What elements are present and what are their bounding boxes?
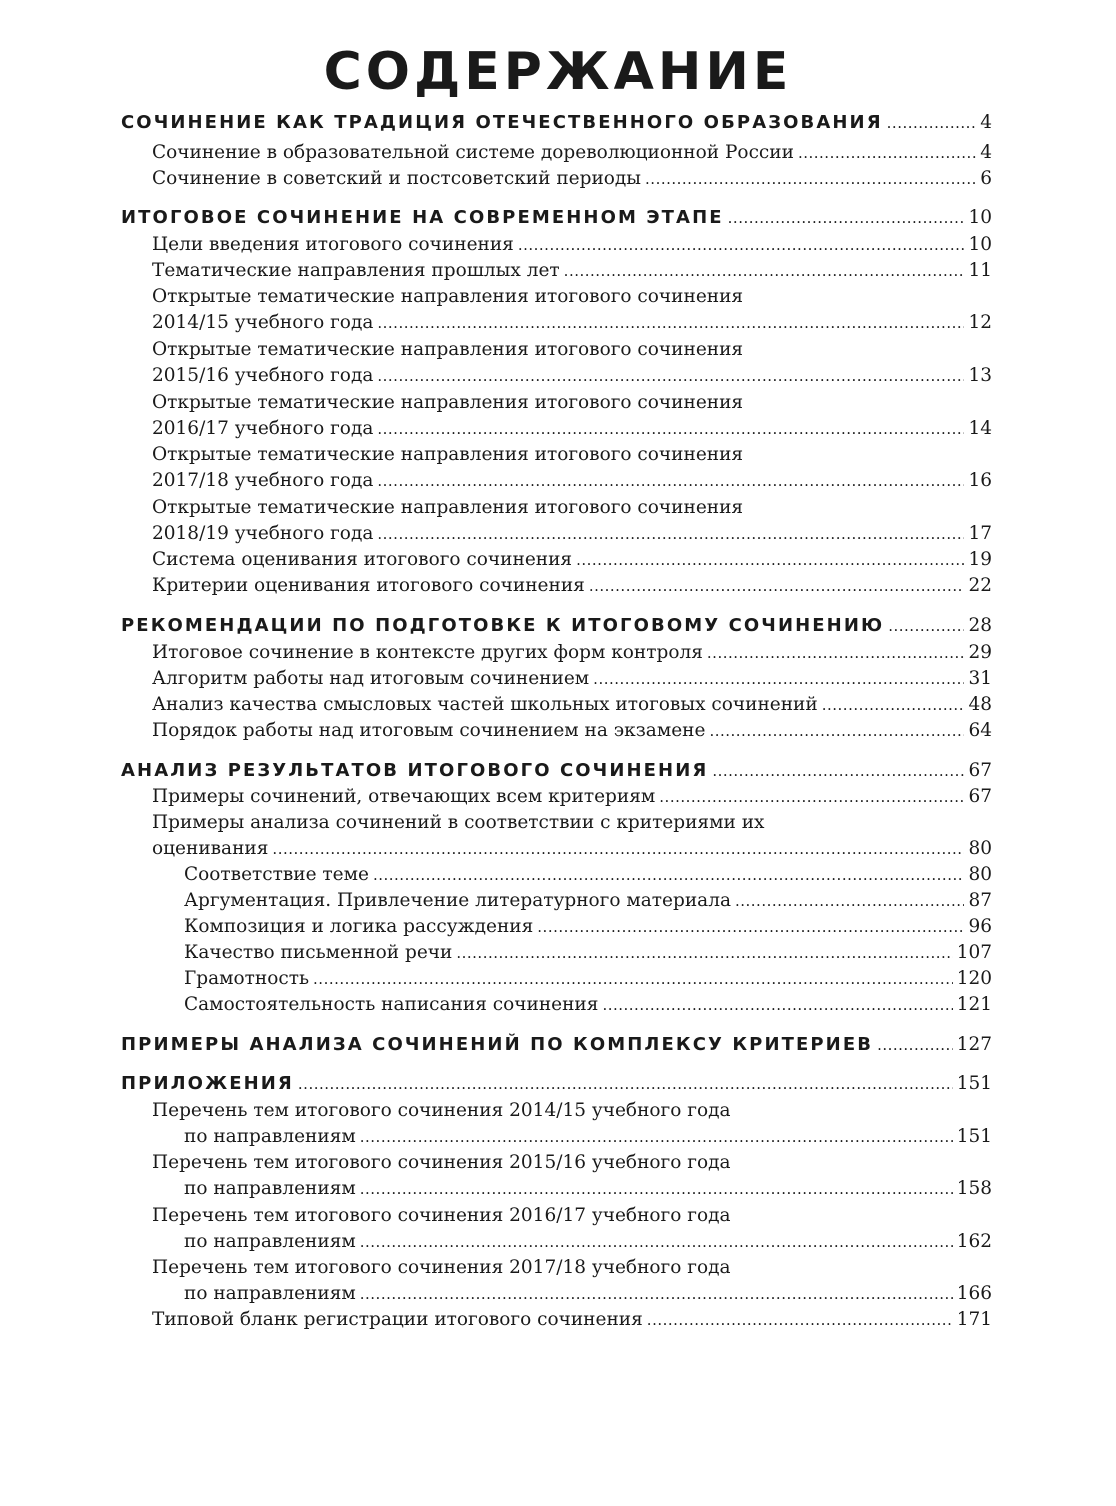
- entry-title: Алгоритм работы над итоговым сочинением: [152, 668, 590, 689]
- toc-entry[interactable]: [152, 668, 992, 689]
- dot-leader: [360, 1180, 953, 1198]
- page-number: 28: [968, 615, 992, 636]
- toc-entry[interactable]: [152, 168, 992, 189]
- toc-entry-first-line: Открытые тематические направления итогового сочинения: [152, 286, 744, 307]
- toc-section-4[interactable]: [121, 760, 992, 781]
- page-number: 17: [968, 523, 992, 544]
- toc-entry-first-line: Открытые тематические направления итогового сочинения: [152, 444, 744, 465]
- dot-leader: [888, 617, 964, 635]
- entry-title: Композиция и логика рассуждения: [184, 916, 534, 937]
- toc-section-1[interactable]: [121, 112, 992, 133]
- page-number: 80: [968, 864, 992, 885]
- toc-entry[interactable]: [152, 365, 992, 386]
- dot-leader: [877, 1036, 953, 1054]
- dot-leader: [377, 314, 964, 332]
- dot-leader: [537, 918, 964, 936]
- toc-entry[interactable]: [152, 260, 992, 281]
- toc-subentry[interactable]: [184, 942, 992, 963]
- toc-entry[interactable]: [152, 838, 992, 859]
- entry-title: Итоговое сочинение в контексте других форм контроля: [152, 642, 703, 663]
- entry-title: Сочинение в советский и постсоветский периоды: [152, 168, 642, 189]
- entry-title: Типовой бланк регистрации итогового сочинения: [152, 1309, 643, 1330]
- entry-title: оценивания: [152, 838, 269, 859]
- toc-entry[interactable]: [184, 1178, 992, 1199]
- toc-entry[interactable]: [152, 694, 992, 715]
- toc-section-2[interactable]: [121, 207, 992, 228]
- toc-entry[interactable]: [152, 786, 992, 807]
- section-title: АНАЛИЗ РЕЗУЛЬТАТОВ ИТОГОВОГО СОЧИНЕНИЯ: [121, 760, 709, 781]
- entry-title: Система оценивания итогового сочинения: [152, 549, 573, 570]
- page-number: 171: [956, 1309, 992, 1330]
- dot-leader: [377, 420, 964, 438]
- dot-leader: [272, 840, 964, 858]
- toc-section-5[interactable]: [121, 1034, 992, 1055]
- page-number: 12: [968, 312, 992, 333]
- dot-leader: [709, 722, 964, 740]
- entry-title: Критерии оценивания итогового сочинения: [152, 575, 585, 596]
- entry-title: 2015/16 учебного года: [152, 365, 374, 386]
- dot-leader: [360, 1285, 953, 1303]
- dot-leader: [707, 644, 965, 662]
- page-number: 96: [968, 916, 992, 937]
- toc-entry[interactable]: [184, 1126, 992, 1147]
- entry-title: Соответствие теме: [184, 864, 369, 885]
- dot-leader: [593, 670, 964, 688]
- toc-entry[interactable]: [152, 549, 992, 570]
- entry-title: Порядок работы над итоговым сочинением на экзамене: [152, 720, 706, 741]
- page-number: 80: [968, 838, 992, 859]
- page-number: 87: [968, 890, 992, 911]
- toc-entry[interactable]: [152, 312, 992, 333]
- toc-entry-first-line: Открытые тематические направления итогового сочинения: [152, 392, 744, 413]
- toc-section-3[interactable]: [121, 615, 992, 636]
- dot-leader: [659, 788, 964, 806]
- dot-leader: [298, 1075, 953, 1093]
- dot-leader: [456, 944, 952, 962]
- entry-title: Качество письменной речи: [184, 942, 453, 963]
- page-number: 121: [956, 994, 992, 1015]
- page-number: 64: [968, 720, 992, 741]
- dot-leader: [360, 1233, 953, 1251]
- page-title: СОДЕРЖАНИЕ: [323, 42, 793, 102]
- page-number: 67: [968, 760, 992, 781]
- page-number: 10: [968, 234, 992, 255]
- dot-leader: [589, 577, 965, 595]
- dot-leader: [576, 551, 964, 569]
- page-number: 6: [980, 168, 992, 189]
- page-number: 19: [968, 549, 992, 570]
- entry-title: Цели введения итогового сочинения: [152, 234, 514, 255]
- entry-title: 2014/15 учебного года: [152, 312, 374, 333]
- dot-leader: [377, 472, 964, 490]
- toc-subentry[interactable]: [184, 916, 992, 937]
- toc-section-6[interactable]: [121, 1073, 992, 1094]
- page-number: 29: [968, 642, 992, 663]
- page-number: 151: [956, 1073, 992, 1094]
- page-number: 13: [968, 365, 992, 386]
- toc-entry-first-line: Открытые тематические направления итогового сочинения: [152, 339, 744, 360]
- entry-title: по направлениям: [184, 1178, 356, 1199]
- entry-title: 2016/17 учебного года: [152, 418, 374, 439]
- dot-leader: [518, 236, 965, 254]
- toc-entry[interactable]: [152, 234, 992, 255]
- page-number: 166: [956, 1283, 992, 1304]
- entry-title: по направлениям: [184, 1283, 356, 1304]
- entry-title: Тематические направления прошлых лет: [152, 260, 560, 281]
- page-number: 11: [968, 260, 992, 281]
- section-title: ПРИМЕРЫ АНАЛИЗА СОЧИНЕНИЙ ПО КОМПЛЕКСУ КРИТЕРИЕВ: [121, 1034, 874, 1055]
- toc-subentry[interactable]: [184, 994, 992, 1015]
- dot-leader: [313, 970, 953, 988]
- toc-subentry[interactable]: [184, 890, 992, 911]
- toc-subentry[interactable]: [184, 968, 992, 989]
- dot-leader: [377, 525, 964, 543]
- page-number: 107: [956, 942, 992, 963]
- dot-leader: [798, 144, 976, 162]
- dot-leader: [647, 1311, 953, 1329]
- entry-title: Анализ качества смысловых частей школьных итоговых сочинений: [152, 694, 818, 715]
- toc-entry[interactable]: [152, 418, 992, 439]
- dot-leader: [735, 892, 964, 910]
- entry-title: Аргументация. Привлечение литературного материала: [184, 890, 731, 911]
- toc-entry-first-line: Перечень тем итогового сочинения 2017/18 учебного года: [152, 1257, 731, 1278]
- page-number: 162: [956, 1231, 992, 1252]
- toc-entry-first-line: Перечень тем итогового сочинения 2015/16 учебного года: [152, 1152, 731, 1173]
- toc-entry[interactable]: [152, 575, 992, 596]
- page-number: 16: [968, 470, 992, 491]
- page-number: 151: [956, 1126, 992, 1147]
- dot-leader: [373, 866, 964, 884]
- toc-entry[interactable]: [152, 142, 992, 163]
- dot-leader: [887, 114, 977, 132]
- section-title: РЕКОМЕНДАЦИИ ПО ПОДГОТОВКЕ К ИТОГОВОМУ СОЧИНЕНИЮ: [121, 615, 885, 636]
- toc-entry-first-line: Примеры анализа сочинений в соответствии с критериями их: [152, 812, 765, 833]
- page-number: 4: [980, 112, 992, 133]
- dot-leader: [712, 762, 964, 780]
- toc-entry-first-line: Открытые тематические направления итогового сочинения: [152, 497, 744, 518]
- page-number: 4: [980, 142, 992, 163]
- page-number: 67: [968, 786, 992, 807]
- toc-entry[interactable]: [184, 1283, 992, 1304]
- dot-leader: [564, 262, 965, 280]
- entry-title: Сочинение в образовательной системе дореволюционной России: [152, 142, 794, 163]
- page-number: 31: [968, 668, 992, 689]
- toc-subentry[interactable]: [184, 864, 992, 885]
- page-number: 127: [956, 1034, 992, 1055]
- entry-title: 2017/18 учебного года: [152, 470, 374, 491]
- dot-leader: [360, 1128, 953, 1146]
- entry-title: Примеры сочинений, отвечающих всем критериям: [152, 786, 656, 807]
- page-number: 22: [968, 575, 992, 596]
- entry-title: по направлениям: [184, 1231, 356, 1252]
- entry-title: 2018/19 учебного года: [152, 523, 374, 544]
- toc-entry-first-line: Перечень тем итогового сочинения 2016/17 учебного года: [152, 1205, 731, 1226]
- page-number: 158: [956, 1178, 992, 1199]
- section-title: ИТОГОВОЕ СОЧИНЕНИЕ НА СОВРЕМЕННОМ ЭТАПЕ: [121, 207, 724, 228]
- toc-entry[interactable]: [184, 1231, 992, 1252]
- toc-entry[interactable]: [152, 642, 992, 663]
- toc-entry-first-line: Перечень тем итогового сочинения 2014/15 учебного года: [152, 1100, 731, 1121]
- dot-leader: [822, 696, 965, 714]
- toc-entry[interactable]: [152, 470, 992, 491]
- toc-entry[interactable]: [152, 720, 992, 741]
- toc-entry[interactable]: [152, 1309, 992, 1330]
- dot-leader: [645, 170, 976, 188]
- toc-entry[interactable]: [152, 523, 992, 544]
- dot-leader: [602, 996, 952, 1014]
- section-title: СОЧИНЕНИЕ КАК ТРАДИЦИЯ ОТЕЧЕСТВЕННОГО ОБРАЗОВАНИЯ: [121, 112, 883, 133]
- dot-leader: [377, 367, 964, 385]
- section-title: ПРИЛОЖЕНИЯ: [121, 1073, 294, 1094]
- entry-title: Самостоятельность написания сочинения: [184, 994, 599, 1015]
- page-number: 120: [956, 968, 992, 989]
- dot-leader: [728, 209, 965, 227]
- page-number: 10: [968, 207, 992, 228]
- page-number: 48: [968, 694, 992, 715]
- entry-title: по направлениям: [184, 1126, 356, 1147]
- page-number: 14: [968, 418, 992, 439]
- entry-title: Грамотность: [184, 968, 310, 989]
